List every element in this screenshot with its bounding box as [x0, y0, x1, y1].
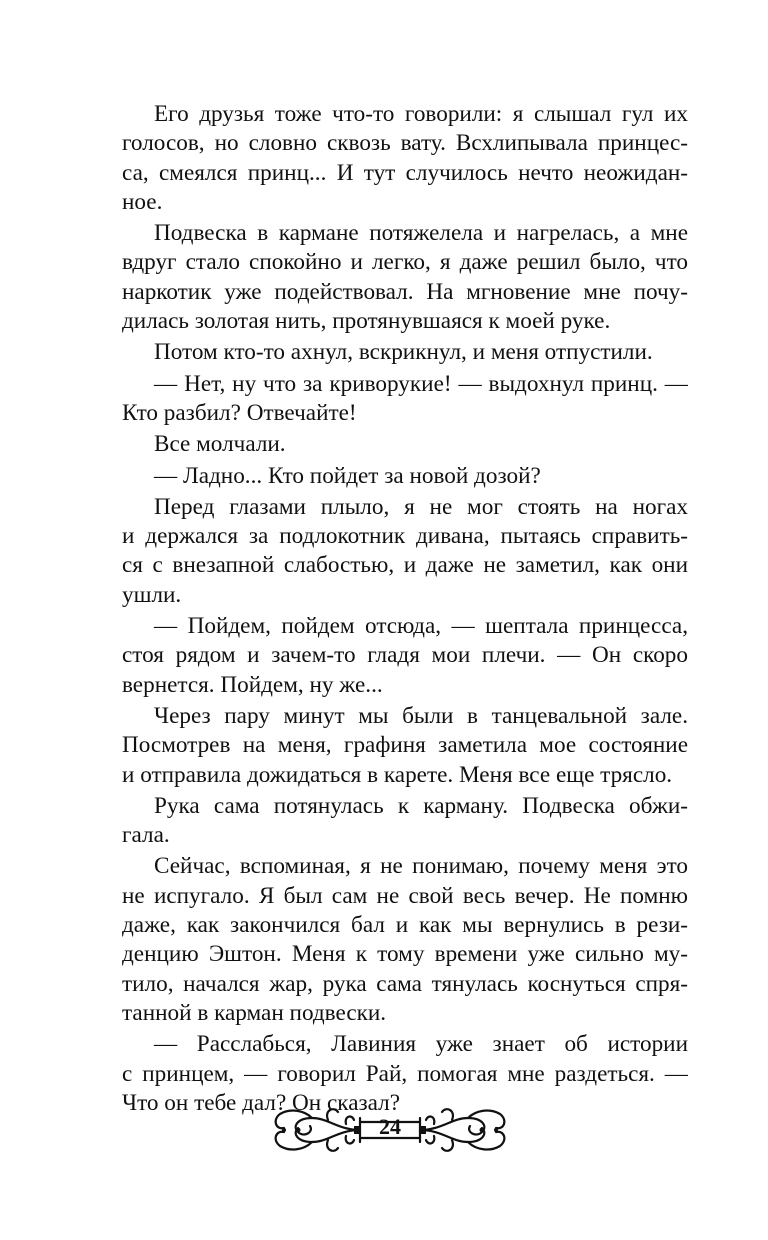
paragraph	[122, 702, 688, 790]
text-line: танной в карман подвески.	[122, 999, 387, 1026]
page-body	[122, 100, 688, 1120]
text-line: — Нет, ну что за криворукие! — выдохнул принц. —	[154, 370, 688, 397]
text-line: вернется. Пойдем, ну же...	[122, 671, 383, 698]
text-line: и держался за подлокотник дивана, пытаясь справить-	[122, 523, 688, 550]
text-line: и отправила дожидаться в карете. Меня все еще трясло.	[122, 761, 673, 788]
paragraph	[122, 370, 688, 429]
text-line: стоя рядом и зачем-то гладя мои плечи. — Он скоро	[122, 642, 688, 669]
text-line: — Расслабься, Лавиния уже знает об истории	[154, 1031, 688, 1058]
text-line: Подвеска в кармане потяжелела и нагрелась, а мне	[154, 220, 688, 247]
text-line: тило, начался жар, рука сама тянулась коснуться спря-	[122, 970, 688, 997]
text-line: Перед глазами плыло, я не мог стоять на ногах	[154, 493, 688, 520]
text-line: голосов, но словно сквозь вату. Всхлипывала принцес-	[122, 130, 688, 157]
text-line: Все молчали.	[154, 431, 286, 458]
text-line: — Ладно... Кто пойдет за новой дозой?	[154, 462, 541, 489]
text-line: Кто разбил? Отвечайте!	[122, 399, 357, 426]
text-line: не испугало. Я был сам не свой весь вечер. Не помню	[122, 882, 688, 909]
text-line: са, смеялся принц... И тут случилось нечто неожидан-	[122, 159, 688, 186]
paragraph	[122, 462, 688, 491]
text-line: денцию Эштон. Меня к тому времени уже сильно му-	[122, 941, 688, 968]
page-footer-ornament	[268, 1100, 512, 1160]
paragraph	[122, 792, 688, 851]
paragraph	[122, 493, 688, 610]
text-line: с принцем, — говорил Рай, помогая мне раздеться. —	[122, 1060, 688, 1087]
paragraph	[122, 100, 688, 217]
text-line: Через пару минут мы были в танцевальной зале.	[154, 702, 688, 729]
paragraph	[122, 612, 688, 700]
text-line: наркотик уже подействовал. На мгновение мне почу-	[122, 278, 688, 305]
text-line: ное.	[122, 188, 163, 215]
text-line: дилась золотая нить, протянувшаяся к моей руке.	[122, 308, 611, 335]
text-line: Посмотрев на меня, графиня заметила мое состояние	[122, 732, 688, 759]
text-line: Его друзья тоже что-то говорили: я слышал гул их	[154, 101, 688, 127]
paragraph	[122, 852, 688, 1028]
text-line: даже, как закончился бал и как мы вернулись в рези-	[122, 912, 688, 939]
page-number: 24	[379, 1114, 401, 1139]
text-line: ся с внезапной слабостью, и даже не заметил, как они	[122, 552, 688, 579]
text-line: Потом кто-то ахнул, вскрикнул, и меня отпустили.	[154, 339, 653, 366]
text-line: Рука сама потянулась к карману. Подвеска обжи-	[154, 792, 688, 819]
paragraph	[122, 430, 688, 459]
paragraph	[122, 338, 688, 367]
text-line: гала.	[122, 822, 170, 849]
text-line: вдруг стало спокойно и легко, я даже решил было, что	[122, 249, 688, 276]
text-line: Сейчас, вспоминая, я не понимаю, почему меня это	[154, 853, 688, 880]
paragraph	[122, 219, 688, 336]
text-line: Что он тебе дал? Он сказал?	[122, 1089, 401, 1116]
text-line: — Пойдем, пойдем отсюда, — шептала принцесса,	[154, 613, 688, 640]
text-line: ушли.	[122, 581, 182, 608]
